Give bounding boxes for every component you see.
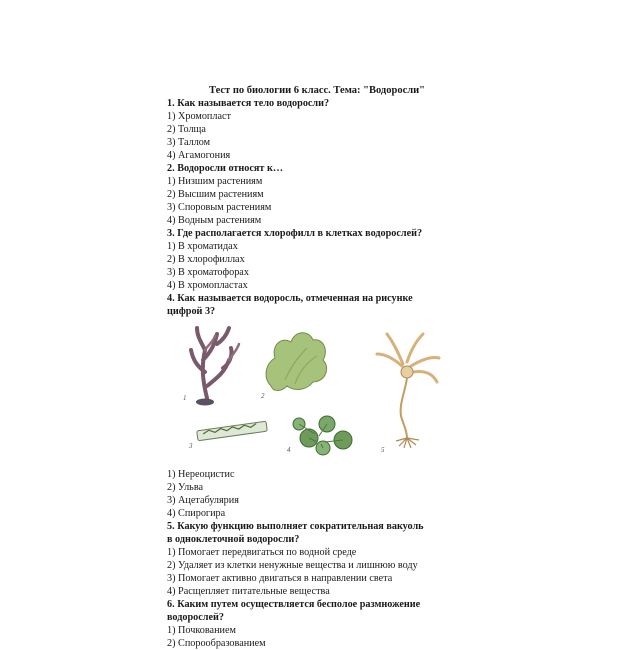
- question-text: 6. Каким путем осуществляется бесполое размножение: [167, 599, 421, 610]
- answer-option: 1) В хроматидах: [167, 241, 238, 252]
- question-text: 3. Где располагается хлорофилл в клетках водорослей?: [167, 228, 423, 239]
- question-text-continued: в одноклеточной водоросли?: [167, 534, 300, 545]
- answer-option: 2) Высшим растениям: [167, 189, 264, 200]
- algae-illustration: [167, 320, 467, 464]
- question-2: [167, 162, 467, 227]
- question-text-continued: цифрой 3?: [167, 306, 216, 317]
- answer-option: 3) В хроматофорах: [167, 267, 249, 278]
- answer-option: 2) Спорообразованием: [167, 638, 266, 649]
- question-text: 2. Водоросли относят к…: [167, 163, 284, 174]
- question-text: 1. Как называется тело водоросли?: [167, 98, 330, 109]
- answer-option: 1) Помогает передвигаться по водной среде: [167, 547, 357, 558]
- answer-option: 3) Таллом: [167, 137, 211, 148]
- alga-5-drawing: [377, 334, 439, 448]
- alga-3-drawing: [197, 421, 268, 441]
- document-title: Тест по биологии 6 класс. Тема: "Водоросли": [208, 85, 426, 96]
- answer-option: 2) Ульва: [167, 482, 204, 493]
- answer-option: 4) Агамогония: [167, 150, 231, 161]
- answer-option: 3) Ацетабулярия: [167, 495, 239, 506]
- answer-option: 2) Удаляет из клетки ненужные вещества и лишнюю воду: [167, 560, 418, 571]
- question-5: [167, 520, 467, 598]
- answer-option: 3) Помогает активно двигаться в направлении света: [167, 573, 393, 584]
- question-text: 5. Какую функцию выполняет сократительная вакуоль: [167, 521, 424, 532]
- figure-label-1: 1: [183, 394, 187, 402]
- question-text-continued: водорослей?: [167, 612, 224, 623]
- answer-option: 2) Толща: [167, 124, 206, 135]
- document-page: [167, 84, 467, 650]
- answer-option: 4) Спирогира: [167, 508, 226, 519]
- answer-option: 2) В хлорофиллах: [167, 254, 245, 265]
- question-text: 4. Как называется водоросль, отмеченная на рисунке: [167, 293, 413, 304]
- answer-option: 4) Расщепляет питательные вещества: [167, 586, 330, 597]
- figure-label-4: 4: [287, 446, 291, 454]
- alga-1-drawing: [191, 328, 239, 406]
- answer-option: 3) Споровым растениям: [167, 202, 272, 213]
- answer-option: 1) Хромопласт: [167, 111, 231, 122]
- figure-label-5: 5: [381, 446, 385, 454]
- question-3: [167, 227, 467, 292]
- question-1: [167, 97, 467, 162]
- answer-option: 4) Водным растениям: [167, 215, 262, 226]
- alga-4-drawing: [293, 416, 352, 455]
- question-6: [167, 598, 467, 650]
- alga-2-drawing: [266, 333, 327, 391]
- answer-option: 1) Низшим растениям: [167, 176, 263, 187]
- answer-option: 4) В хромопластах: [167, 280, 248, 291]
- answer-option: 1) Почкованием: [167, 625, 236, 636]
- question-4: [167, 292, 467, 520]
- figure-label-2: 2: [261, 392, 265, 400]
- figure-label-3: 3: [189, 442, 193, 450]
- answer-option: 1) Нереоцистис: [167, 469, 235, 480]
